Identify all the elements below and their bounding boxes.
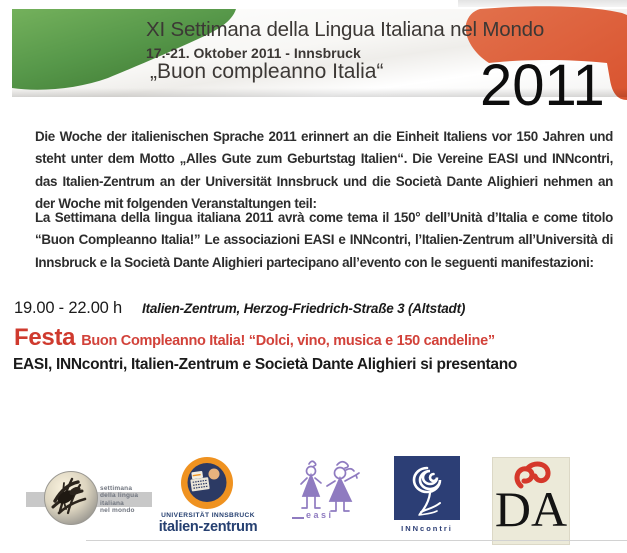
banner-title: XI Settimana della Lingua Italiana nel Mondo [146, 18, 545, 41]
dante-alighieri-initials: DA [494, 481, 568, 537]
banner-subtitle: „Buon compleanno Italia“ [150, 60, 384, 83]
settimana-line: nel mondo [100, 507, 135, 515]
easi-figures-icon [294, 458, 366, 514]
inncontri-icon [394, 456, 460, 520]
inncontri-label: INNcontri [401, 524, 453, 533]
settimana-line: italiana [100, 499, 124, 507]
bottom-scan-line [86, 540, 627, 541]
intro-paragraph-italian: La Settimana della lingua italiana 2011 avrà come tema il 150° dell’Unità d’Italia e come titolo “Buon Compleanno Italia!” Le associazioni EASI e INNcontri, l’Italien-Zentrum all’Università di Innsbruck e la Società Dante Alighieri partecipano all’evento con le seguenti manifestazioni: [35, 210, 613, 270]
settimana-logo-text [100, 485, 158, 515]
banner-dates: 17.-21. Oktober 2011 - Innsbruck [146, 45, 361, 61]
festa-label: Festa [14, 324, 76, 351]
easi-label: easi [306, 510, 334, 520]
italien-zentrum-icon [180, 456, 234, 510]
easi-dash [292, 517, 304, 519]
settimana-globe-icon [42, 469, 100, 527]
intro-paragraph-german: Die Woche der italienischen Sprache 2011 erinnert an die Einheit Italiens vor 150 Jahren und steht unter dem Motto „Alles Gute zum Geburtstag Italien“. Die Vereine EASI und INNcontri, das Italien-Zentrum an der Universität Innsbruck und die Società Dante Alighieri nehmen an der Woche mit folgenden Veranstaltungen teil: [35, 129, 613, 212]
settimana-line: della lingua [100, 492, 139, 500]
event-festa-line [14, 324, 495, 352]
banner-year: 2011 [480, 53, 605, 118]
italien-zentrum-university-label: UNIVERSITÄT INNSBRUCK [161, 512, 255, 519]
event-time: 19.00 - 22.00 h [14, 299, 123, 317]
settimana-line: settimana [100, 485, 133, 492]
festa-description: Buon Compleanno Italia! “Dolci, vino, musica e 150 candeline” [81, 333, 495, 349]
event-organizers: EASI, INNcontri, Italien-Zentrum e Società Dante Alighieri si presentano [13, 356, 518, 373]
italien-zentrum-name-label: italien-zentrum [158, 519, 258, 535]
event-time-location-line [14, 299, 465, 318]
event-location: Italien-Zentrum, Herzog-Friedrich-Straße 3 (Altstadt) [142, 301, 466, 316]
